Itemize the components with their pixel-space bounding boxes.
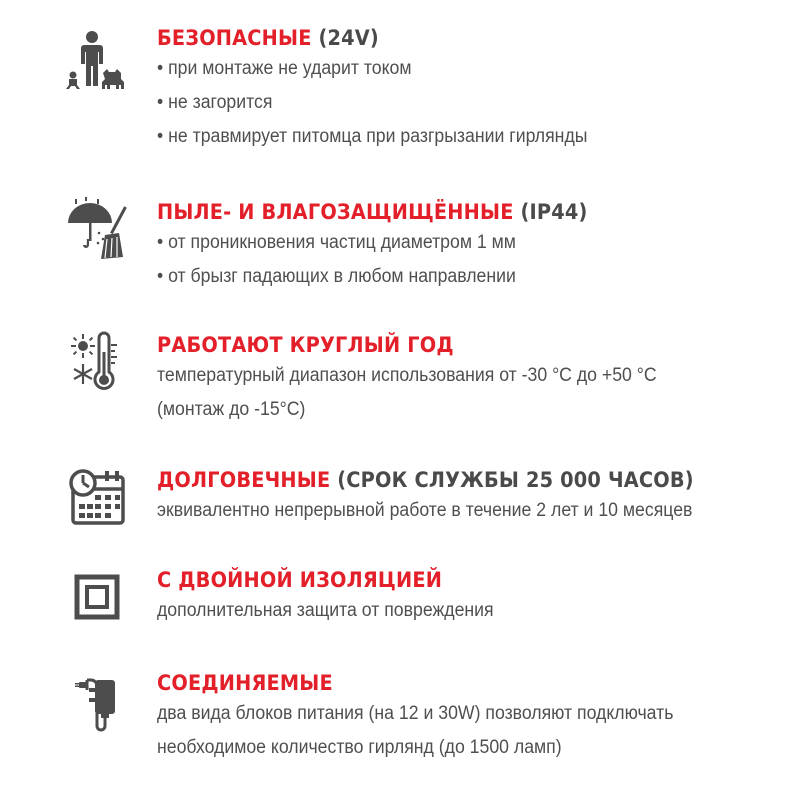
feature-description: необходимое количество гирлянд (до 1500 ламп) <box>157 737 562 758</box>
feature-bullet: • не травмирует питомца при разгрызании гирлянды <box>157 120 736 154</box>
feature-description: температурный диапазон использования от -30 °С до +50 °С <box>157 365 657 386</box>
feature-title: С ДВОЙНОЙ ИЗОЛЯЦИЕЙ <box>157 568 443 592</box>
feature-title: ПЫЛЕ- И ВЛАГОЗАЩИЩЁННЫЕ (IP44) <box>157 200 588 224</box>
feature-description: (монтаж до -15°С) <box>157 399 306 420</box>
feature-bullet: • не загорится <box>157 86 736 120</box>
double-insulation-icon <box>62 562 132 632</box>
feature-title: СОЕДИНЯЕМЫЕ <box>157 671 333 695</box>
feature-description: эквивалентно непрерывной работе в течение 2 лет и 10 месяцев <box>157 500 693 521</box>
umbrella-rain-broom-icon <box>62 194 132 264</box>
feature-bullet: • от брызг падающих в любом направлении <box>157 260 736 294</box>
thermometer-sun-snow-icon <box>62 327 132 397</box>
power-plug-icon <box>62 667 132 737</box>
feature-description: два вида блоков питания (на 12 и 30W) позволяют подключать <box>157 703 674 724</box>
feature-bullet: • от проникновения частиц диаметром 1 мм <box>157 226 736 260</box>
calendar-clock-icon <box>62 462 132 532</box>
feature-description: дополнительная защита от повреждения <box>157 600 494 621</box>
family-with-pets-icon <box>62 26 132 96</box>
feature-title: БЕЗОПАСНЫЕ (24V) <box>157 26 379 50</box>
feature-title: ДОЛГОВЕЧНЫЕ (СРОК СЛУЖБЫ 25 000 ЧАСОВ) <box>157 468 694 492</box>
feature-bullet: • при монтаже не ударит током <box>157 52 736 86</box>
feature-title: РАБОТАЮТ КРУГЛЫЙ ГОД <box>157 333 454 357</box>
